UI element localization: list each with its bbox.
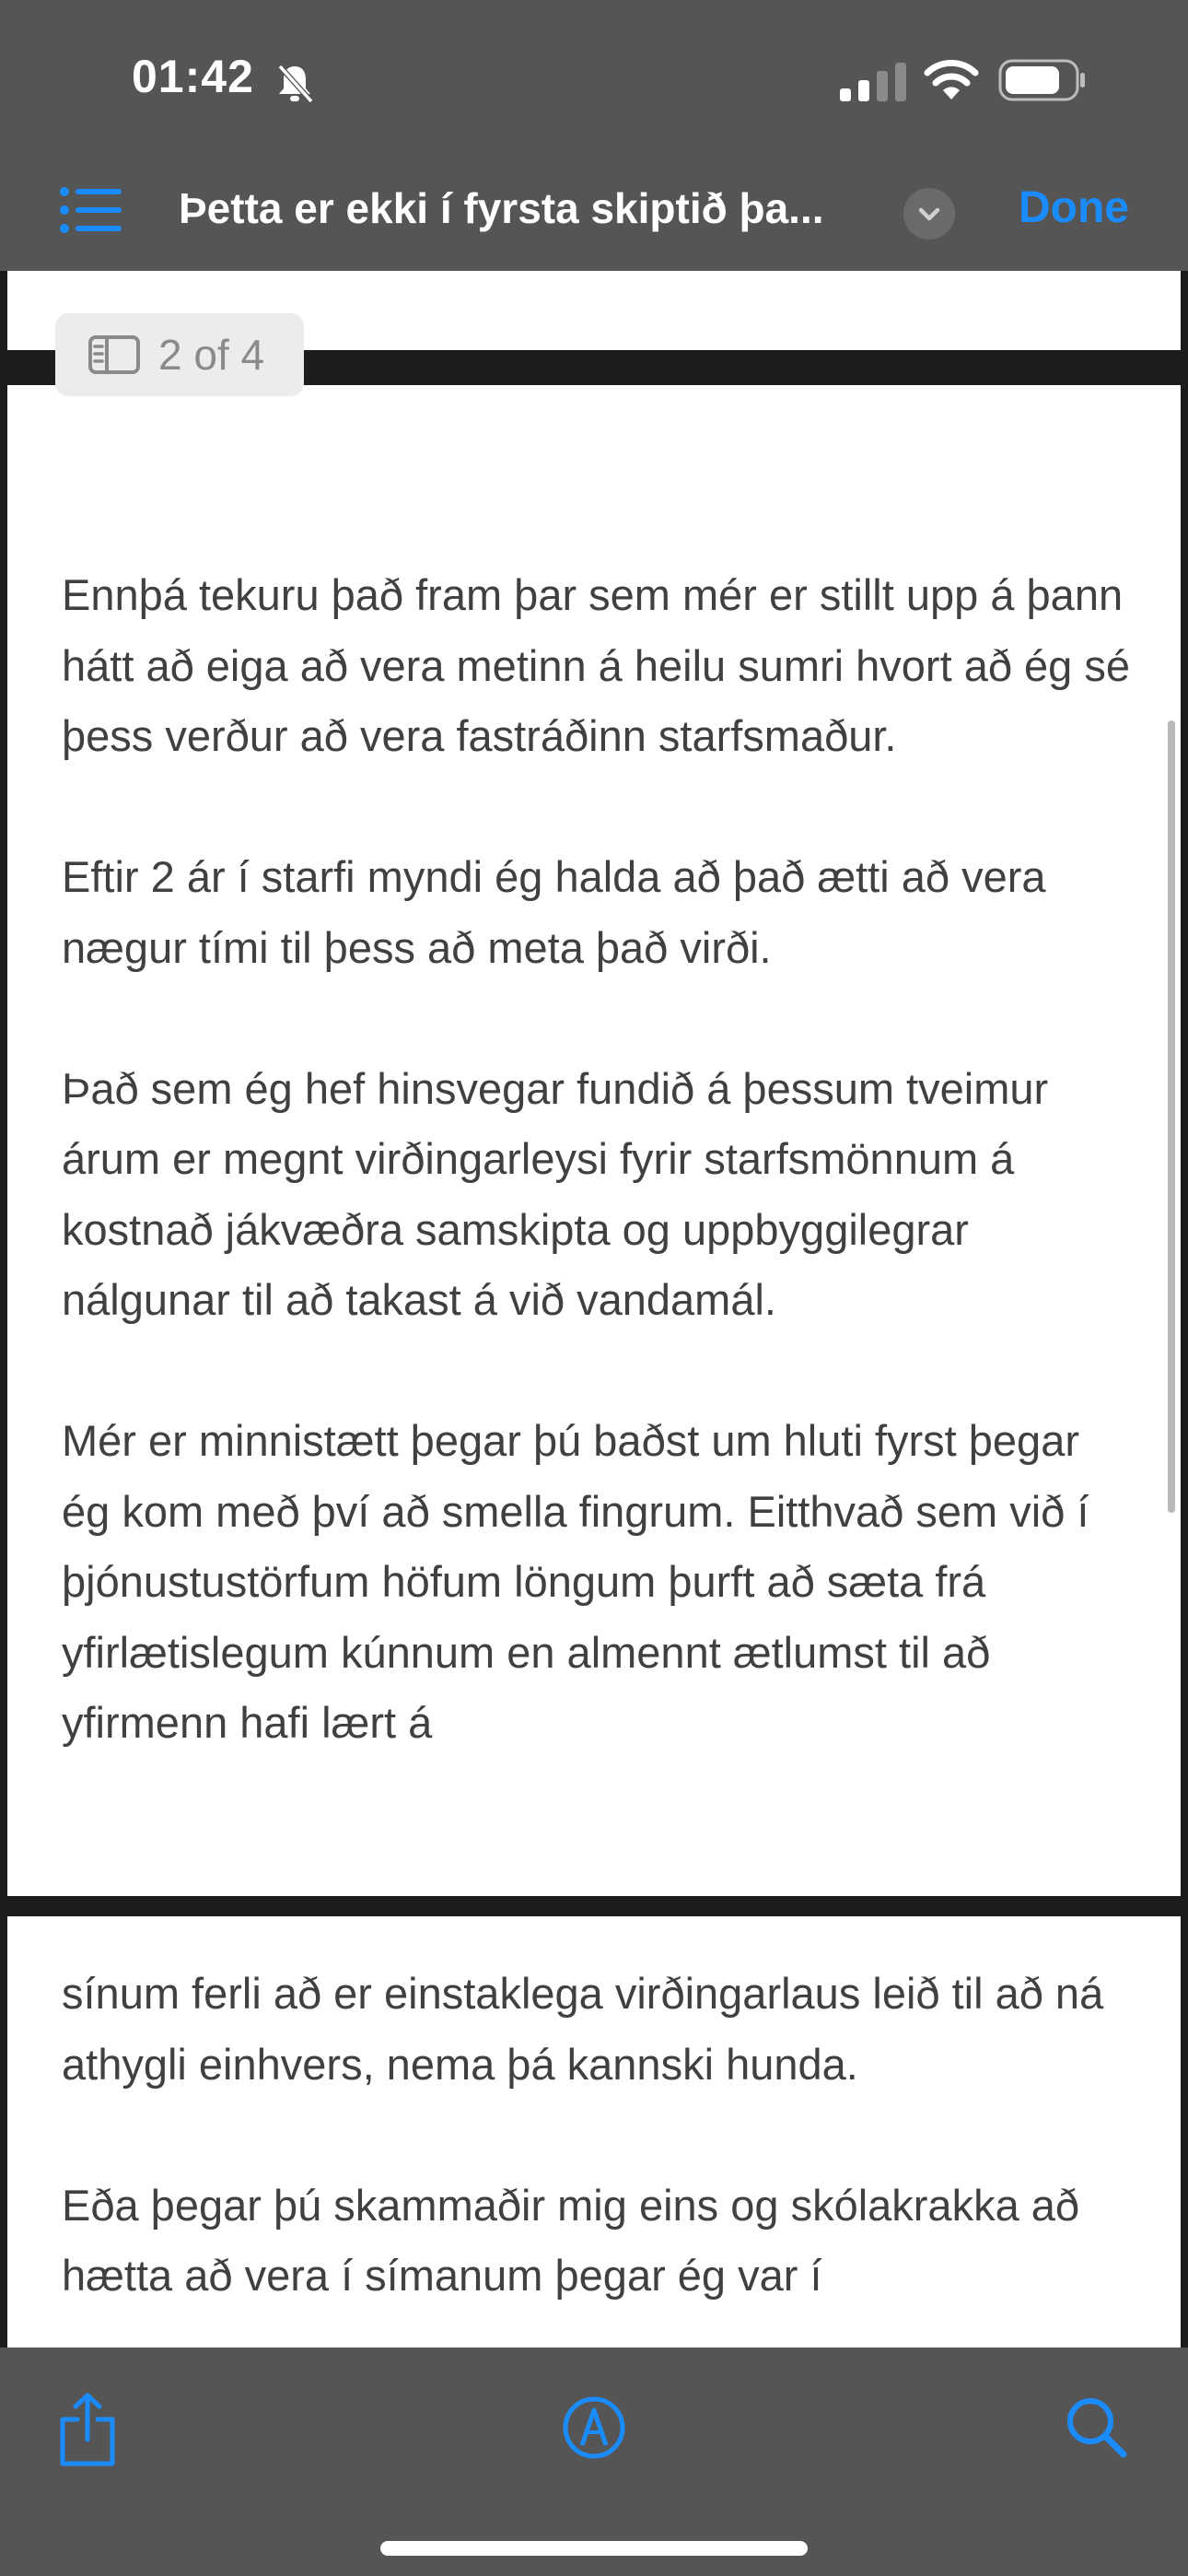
search-icon[interactable] bbox=[1063, 2394, 1129, 2460]
title-menu-button[interactable] bbox=[903, 188, 955, 240]
status-time: 01:42 bbox=[132, 51, 254, 102]
done-button[interactable]: Done bbox=[1019, 183, 1129, 232]
page-text bbox=[62, 1959, 1139, 2312]
status-bar bbox=[0, 0, 1188, 147]
nav-bar bbox=[0, 147, 1188, 271]
paragraph: sínum ferli að er einstaklega virðingarlaus leið til að ná athygli einhvers, nema þá kannski hunda. bbox=[62, 1969, 1104, 2089]
wifi-icon bbox=[923, 57, 980, 101]
paragraph: Ennþá tekuru það fram þar sem mér er stillt upp á þann hátt að eiga að vera metinn á heilu sumri hvort að ég sé þess verður að vera fastráðinn starfsmaður. bbox=[62, 570, 1131, 760]
bell-slash-icon bbox=[273, 61, 317, 105]
share-icon[interactable] bbox=[57, 2392, 118, 2467]
home-indicator[interactable] bbox=[380, 2541, 808, 2556]
cellular-signal-icon bbox=[840, 63, 906, 101]
document-viewer[interactable] bbox=[0, 271, 1188, 2348]
paragraph: Mér er minnistætt þegar þú baðst um hluti fyrst þegar ég kom með því að smella fingrum. Eitthvað sem við í þjónustustörfum höfum löngum þurft að sæta frá yfirlætislegum kúnnum en almennt ætlumst til að yfirmenn hafi lært á bbox=[62, 1416, 1089, 1747]
paragraph: Það sem ég hef hinsvegar fundið á þessum tveimur árum er megnt virðingarleysi fyrir starfsmönnum á kostnað jákvæðra samskipta og uppbyggilegrar nálgunar til að takast á við vandamál. bbox=[62, 1063, 1049, 1324]
bottom-toolbar bbox=[0, 2348, 1188, 2576]
page-indicator[interactable] bbox=[55, 313, 304, 396]
sidebar-icon bbox=[88, 335, 140, 374]
document-page bbox=[7, 1916, 1181, 2348]
battery-icon bbox=[998, 59, 1087, 101]
markup-pen-icon[interactable] bbox=[562, 2395, 626, 2460]
list-icon[interactable] bbox=[59, 184, 123, 236]
paragraph: Eða þegar þú skammaðir mig eins og skólakrakka að hætta að vera í símanum þegar ég var í bbox=[62, 2180, 1080, 2300]
document-title: Þetta er ekki í fyrsta skiptið þa... bbox=[179, 184, 824, 232]
page-indicator-label: 2 of 4 bbox=[158, 331, 265, 379]
document-page bbox=[7, 385, 1181, 1896]
page-text bbox=[62, 560, 1139, 1759]
chevron-down-icon bbox=[903, 188, 955, 240]
scrollbar[interactable] bbox=[1168, 720, 1175, 1513]
paragraph: Eftir 2 ár í starfi myndi ég halda að það ætti að vera nægur tími til þess að meta það virði. bbox=[62, 852, 1046, 972]
